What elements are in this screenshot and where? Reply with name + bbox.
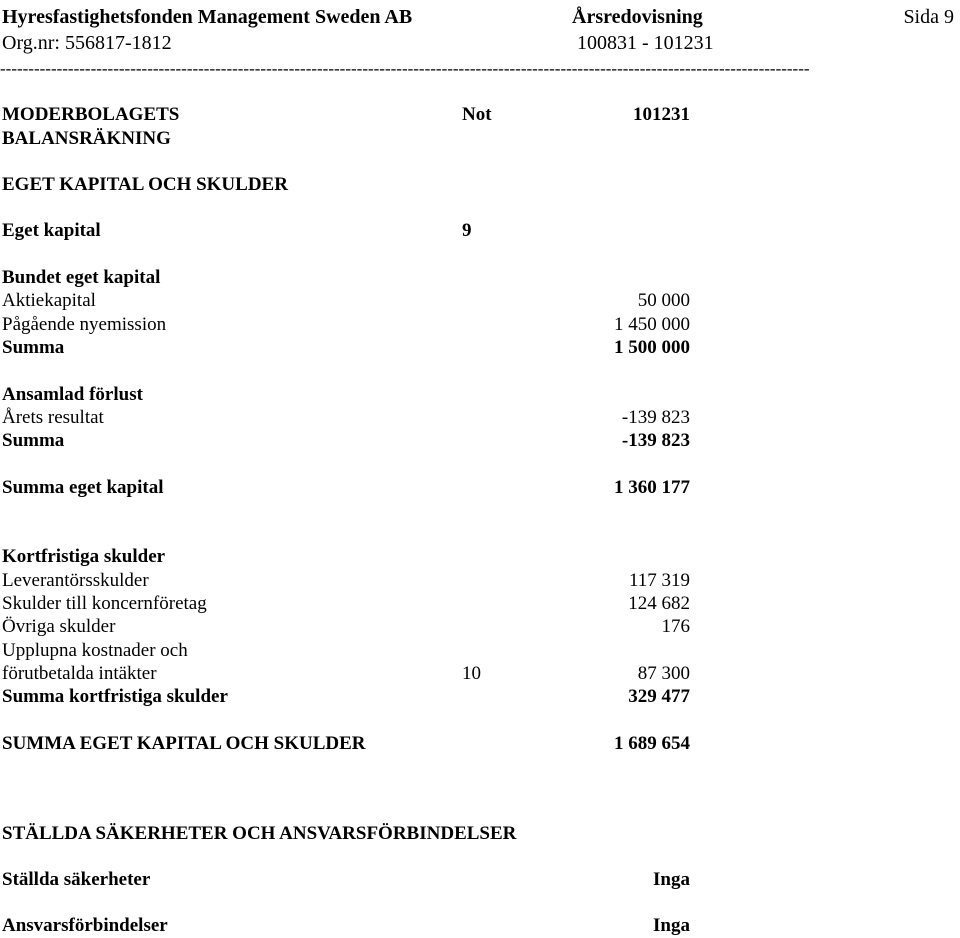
sum-value: -139 823 xyxy=(621,430,690,451)
summa-eget-kapital-value: 1 360 177 xyxy=(614,477,690,498)
header-separator: ----------------------------------------------------------------------------------------------------------------------------------------------- xyxy=(0,60,810,78)
stallda-sakerheter-label: Ställda säkerheter xyxy=(2,869,151,890)
upplupna-label-line1: Upplupna kostnader och xyxy=(2,640,188,661)
kortfristiga-heading: Kortfristiga skulder xyxy=(2,546,166,567)
summa-eget-kapital-label: Summa eget kapital xyxy=(2,477,164,498)
fiscal-period: 100831 - 101231 xyxy=(577,32,714,54)
row-value: 176 xyxy=(661,616,690,637)
row-label: Skulder till koncernföretag xyxy=(2,593,207,614)
row-label: Pågående nyemission xyxy=(2,314,167,335)
row-value: 117 319 xyxy=(628,570,690,591)
row-label: Årets resultat xyxy=(2,407,104,428)
stallda-sakerheter-value: Inga xyxy=(653,869,690,890)
ansvarsforbindelser-label: Ansvarsförbindelser xyxy=(2,915,168,936)
row-label: Övriga skulder xyxy=(2,616,116,637)
date-column-header: 101231 xyxy=(633,104,690,125)
ansamlad-heading: Ansamlad förlust xyxy=(2,384,143,405)
ansvarsforbindelser-value: Inga xyxy=(653,915,690,936)
eget-kapital-note: 9 xyxy=(462,220,472,241)
row-value: 50 000 xyxy=(637,290,690,311)
upplupna-label-line2: förutbetalda intäkter xyxy=(2,663,157,684)
org-number: Org.nr: 556817-1812 xyxy=(2,32,172,54)
kortfristiga-sum-label: Summa kortfristiga skulder xyxy=(2,686,228,707)
document-title: Årsredovisning xyxy=(572,6,703,28)
row-label: Aktiekapital xyxy=(2,290,96,311)
company-name: Hyresfastighetsfonden Management Sweden AB xyxy=(2,6,413,28)
upplupna-value: 87 300 xyxy=(637,663,690,684)
upplupna-note: 10 xyxy=(462,663,481,684)
stallda-heading: STÄLLDA SÄKERHETER OCH ANSVARSFÖRBINDELSER xyxy=(2,823,517,844)
bundet-heading: Bundet eget kapital xyxy=(2,267,161,288)
row-value: 1 450 000 xyxy=(614,314,690,335)
page-number: Sida 9 xyxy=(903,6,954,28)
section-title: EGET KAPITAL OCH SKULDER xyxy=(2,174,288,195)
sum-label: Summa xyxy=(2,337,65,358)
kortfristiga-sum-value: 329 477 xyxy=(628,686,690,707)
row-label: Leverantörsskulder xyxy=(2,570,149,591)
eget-kapital-label: Eget kapital xyxy=(2,220,101,241)
statement-title-line1: MODERBOLAGETS xyxy=(2,104,180,125)
row-value: 124 682 xyxy=(628,593,690,614)
total-value: 1 689 654 xyxy=(614,733,690,754)
sum-value: 1 500 000 xyxy=(614,337,690,358)
sum-label: Summa xyxy=(2,430,65,451)
statement-title-line2: BALANSRÄKNING xyxy=(2,128,171,149)
total-label: SUMMA EGET KAPITAL OCH SKULDER xyxy=(2,733,366,754)
note-column-header: Not xyxy=(462,104,492,125)
row-value: -139 823 xyxy=(621,407,690,428)
